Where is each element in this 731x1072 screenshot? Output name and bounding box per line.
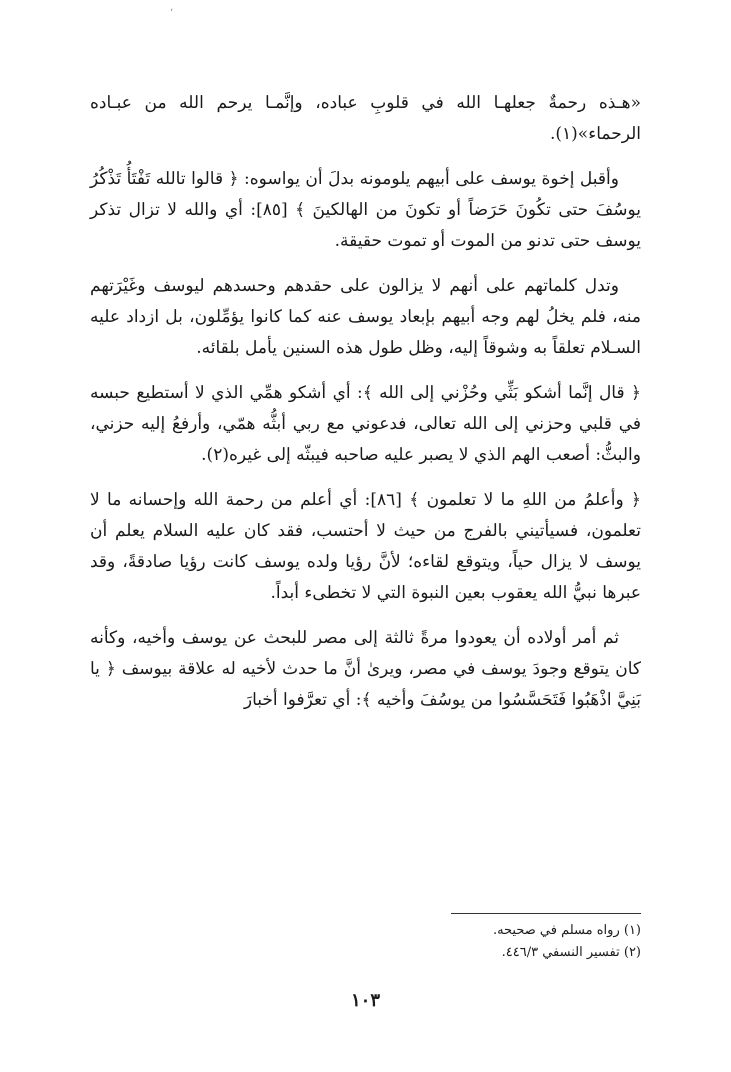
paragraph: ﴿ وأعلمُ من اللهِ ما لا تعلمون ﴾ [٨٦]: أي أعلم من رحمة الله وإحسانه ما لا تعلمون، فسيأتيني بالفرج من حيث لا أحتسب، فقد كان عليه السلام يعلم أن يوسف لا يزال حياً، ويتوقع لقاءه؛ لأنَّ رؤيا ولده يوسف كانت رؤيا صادقةً، وقد عبرها نبيُّ الله يعقوب بعين النبوة التي لا تخطىء أبداً. — [90, 490, 641, 603]
paragraph: وأقبل إخوة يوسف على أبيهم يلومونه بدلَ أن يواسوه: ﴿ قالوا تالله تَفْتَأُ تَذْكُرُ يوسُفَ حتى تكُونَ حَرَضاً أو تكونَ من الهالكينَ ﴾ [٨٥]: أي والله لا تزال تذكر يوسف حتى تدنو من الموت أو تموت حقيقة. — [90, 169, 641, 251]
scan-mark: ٬ — [170, 8, 174, 19]
paragraph: ﴿ قال إنَّما أشكو بَثِّي وحُزْني إلى الله ﴾: أي أشكو همِّي الذي لا أستطيع حبسه في قلبي وحزني إلى الله تعالى، فدعوني مع ربي أبثُّه همّي، وأرفعُ إليه حزني، والبثُّ: أصعب الهم الذي لا يصبر عليه صاحبه فيبثّه إلى غيره(٢). — [90, 383, 641, 465]
paragraph: وتدل كلماتهم على أنهم لا يزالون على حقدهم وحسدهم ليوسف وغَيْرَتهم منه، فلم يخلُ لهم وجه أبيهم بإبعاد يوسف عنه كما كانوا يؤمِّلون، بل ازداد عليه السـلام تعلقاً به وشوقاً إليه، وظل طول هذه السنين يأمل بلقائه. — [90, 276, 641, 358]
page-number: ١٠٣ — [350, 990, 380, 1011]
paragraph: «هـذه رحمةٌ جعلهـا الله في قلوبِ عباده، وإنَّمـا يرحم الله من عبـاده الرحماء»(١). — [90, 93, 641, 144]
footnotes — [90, 913, 641, 964]
footnote: (٢) تفسير النسفي ٤٤٦/٣. — [501, 945, 641, 960]
paragraph: ثم أمر أولاده أن يعودوا مرةً ثالثة إلى مصر للبحث عن يوسف وأخيه، وكأنه كان يتوقع وجودَ يوسف في مصر، ويرىٰ أنَّ ما حدث لأخيه له علاقة بيوسف ﴿ يا بَنِيَّ اذْهَبُوا فَتَحَسَّسُوا من يوسُفَ وأخيه ﴾: أي تعرَّفوا أخبارَ — [90, 628, 641, 710]
main-text — [90, 88, 641, 730]
footnote: (١) رواه مسلم في صحيحه. — [492, 923, 641, 938]
footnote-divider — [451, 913, 641, 914]
